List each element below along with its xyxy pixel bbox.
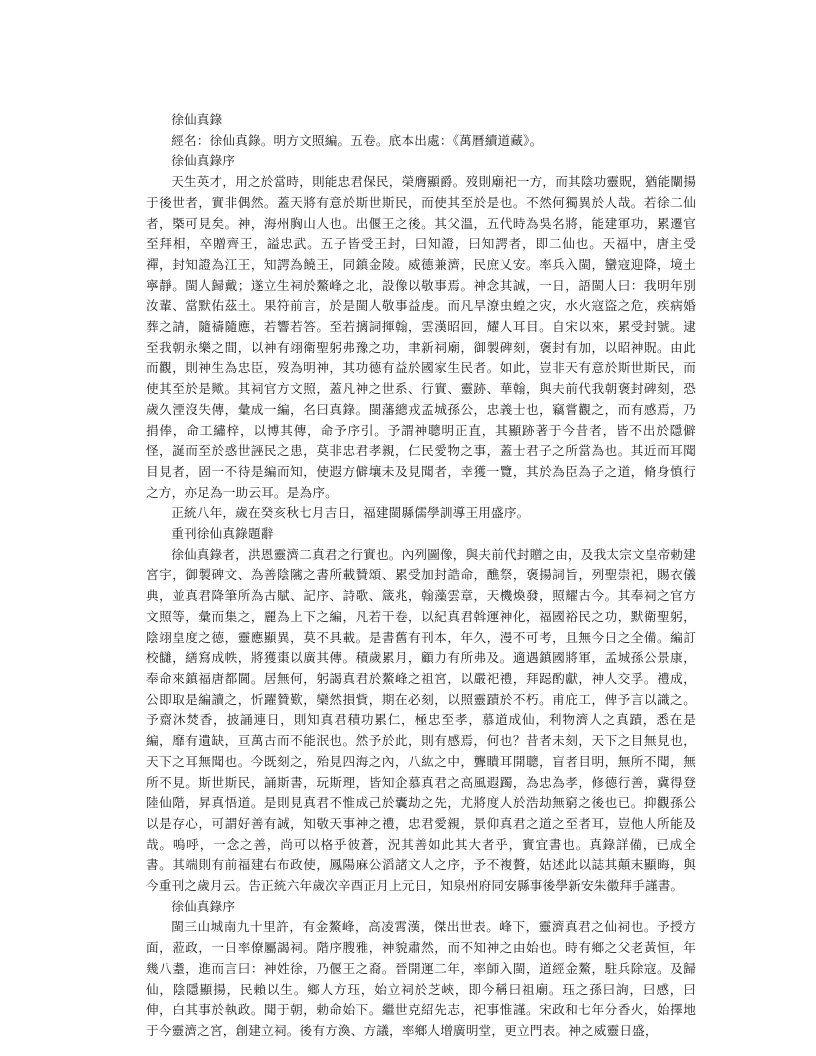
document-page — [146, 110, 696, 1042]
preface2-body: 徐仙真錄者，洪恩靈濟二真君之行實也。內列圖像，與夫前代封贈之由，及我太宗文皇帝勅建宮宇，御製碑文、為善陰隲之書所載贊頌、累受加封誥命，醮祭，褒揚詞旨，列聖崇祀，賜衣儀典，並真君降筆所為古賦、記序、詩歌、箴兆，翰藻雲章，天機煥發，照耀古今。其奉祠之官方文照等，彙而集之，麗為上下之編，凡若干卷，以紀真君斡運神化，福國裕民之功，默衛聖躬，陰翊皇度之德，靈應顯異，莫不具載。是書舊有刊本，年久，漫不可考，且無今日之全備。編訂校讎，繕寫成帙，將獲棗以廣其傳。積歲累月，顧力有所弗及。適遇鎮國將軍，孟城孫公景康，奉命來鎮福唐都閫。居無何，躬謁真君於鰲峰之祖宮，以嚴祀禮，拜跽酌獻，神人交孚。禮成，公即取是編讀之，忻躍贊歎，欒然損貲，期在必刻，以照靈蹟於不朽。甫庇工，俾予言以識之。予齋沐焚香，披誦連日，則知真君積功累仁，極忠至孝，慕道成仙，利物濟人之真蹟，悉在是編，靡有遺缺，亘萬古而不能泯也。然予於此，則有感焉，何也？昔者未刻，天下之目無見也，天下之耳無聞也。今既刻之，殆見四海之內，八紘之中，聾瞶耳開聰，盲者目明，無所不聞，無所不見。斯世斯民，誦斯書，玩斯理，皆知企慕真君之高風遐躅，為忠為孝，修德行善，冀得登陸仙階，昇真悟道。是則見真君不惟成己於囊劫之先，尤將度人於浩劫無窮之後也已。抑觀孫公以是存心，可謂好善有誠，知敬天事神之禮，忠君愛親，景仰真君之道之至者耳，豈他人所能及哉。嗚呼，一念之善，尚可以格乎彼蒼，況其善如此其大者乎，實宜書也。真錄詳備，已成全書。其端則有前福建右布政使，鳳陽麻公滔諸文人之序，予不複贅，姑述此以誌其顛末顯晦，與今重刊之歲月云。告正統六年歲次辛酉正月上元日，知泉州府同安縣事後學新安朱徽拜手謹書。 — [146, 546, 696, 894]
preface1-body: 天生英才，用之於當時，則能忠君保民，榮膺顯爵。歿則廟祀一方，而其陰功靈貺，猶能闡揚于後世者，實非偶然。蓋天將有意於斯世斯民，而使其至於是也。不然何獨異於人哉。若徐二仙者，槩可見矣。神，海州胸山人也。出偃王之後。其父溫，五代時為吳名將，能建軍功，累遷官至拜相，卒贈齊王，謚忠武。五子皆受王封，曰知證，曰知諤者，即二仙也。天福中，唐主受禪，封知證為江王，知諤為饒王，同鎮金陵。威德兼濟，民庶乂安。率兵入閩，蠻寇迎降，境土寧靜。閩人歸戴；遂立生祠於鰲峰之北，設像以敬事焉。神念其誠，一日，語閩人曰：我明年別汝輩、當默佑茲土。果符前言，於是閩人敬事益虔。而凡旱潦虫蝗之灾，水火寇盜之危，疾病婚葬之請，隨禱隨應，若響若答。至若摛詞揮翰，雲漢昭回，耀人耳目。自宋以來，累受封號。逮至我朝永樂之間，以神有翊衛聖躬弗豫之功，聿新祠廟，御製碑刻，褒封有加，以昭神貺。由此而觀，則神生為忠臣，歿為明神，其功德有益於國家生民者。如此，豈非天有意於斯世斯民，而使其至於是歟。其祠官方文照，蓋凡神之世系、行實、靈跡、華翰，與夫前代我朝褒封碑刻，恐歲久湮沒失傳，彙成一編，名曰真錄。閩藩總戎孟城孫公，忠義士也，竊嘗觀之，而有感焉，乃捐俸，命工繡梓，以博其傳，命予序引。予謂神聰明正直，其顯跡著于今昔者，皆不出於隱僻怪，誕而至於惑世誣民之患，莫非忠君孝親，仁民愛物之事，蓋士君子之所當為也。其近而耳聞目見者，固一不待是編而知，使遐方僻壤未及見聞者，幸獲一覽，其於為臣為子之道，脩身慎行之方，亦足為一助云耳。是為序。 — [146, 174, 696, 500]
document-title: 徐仙真錄 — [171, 112, 223, 127]
preface1-date: 正統八年，歲在癸亥秋七月吉日，福建閩縣儒學訓導王用盛序。 — [171, 505, 530, 521]
preface1-title: 徐仙真錄序 — [171, 153, 236, 169]
preface3-title: 徐仙真錄序 — [171, 898, 236, 914]
preface2-title: 重刊徐仙真錄題辭 — [171, 526, 274, 542]
preface3-body: 閩三山城南九十里許，有金鰲峰，高凌霄漢，傑出世表。峰下，靈濟真君之仙祠也。予授方面，蒞政，一日率僚屬謁祠。階序膄雅，神貌肅然，而不知神之由始也。時有鄉之父老黃恒，年幾八耋，進而言曰：神姓徐，乃偃王之裔。晉開運二年，率師入閩，道經金鰲，駐兵除寇。及歸仙，陰隱顯揚，民賴以生。鄉人方珏，始立祠於芝峽，即今稱曰祖廟。珏之孫曰詢，曰感，曰伸，白其事於執政。聞于朝，勅命始下。繼世克紹先志，祀事惟謹。宋政和七年分香火，始擇地于今靈濟之宮，創建立祠。後有方渙、方議，率鄉人增廣明堂，更立門表。神之威靈日盛， — [146, 919, 696, 1038]
document-meta: 經名：徐仙真錄。明方文照編。五卷。底本出處：《萬曆續道藏》。 — [171, 132, 543, 148]
